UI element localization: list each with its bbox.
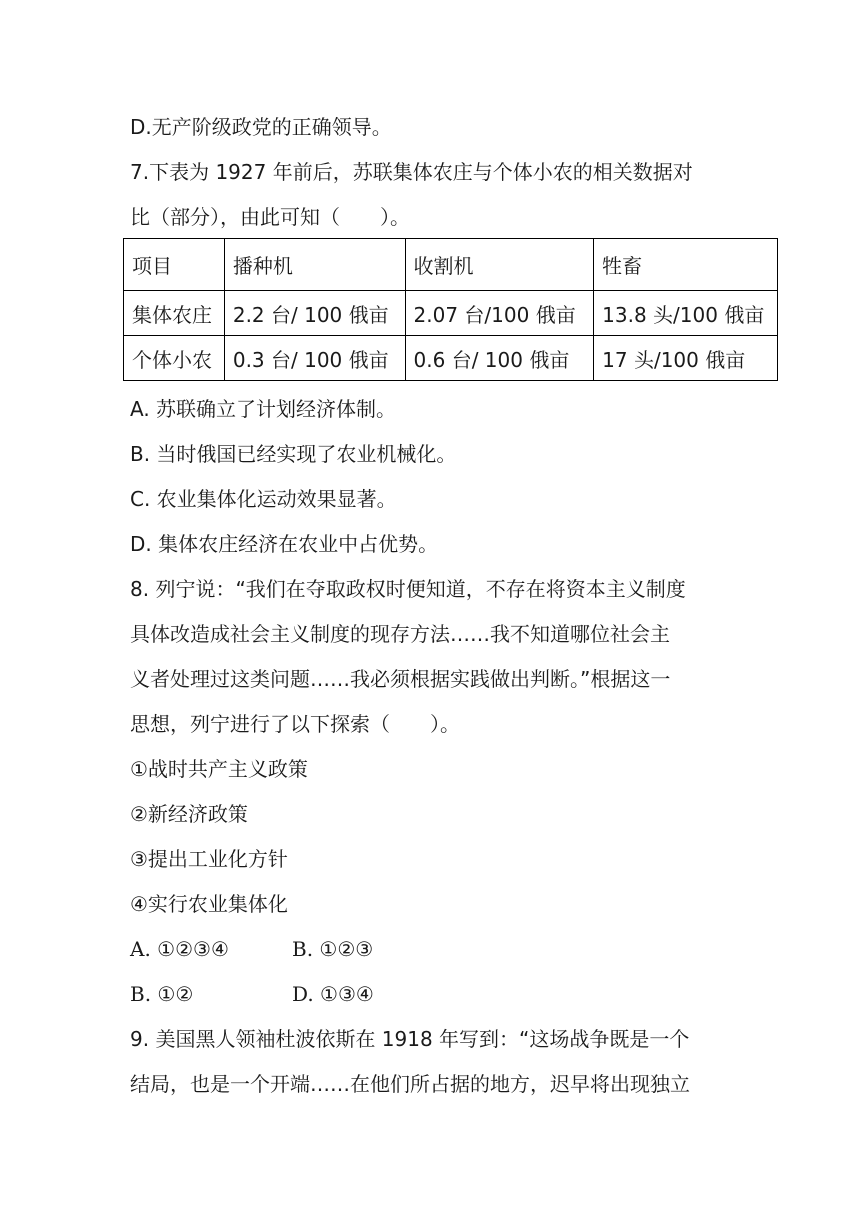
table-header-cell: 收割机 [405,239,594,291]
q8-option-c: B. ①② [130,982,194,1006]
q7-option-d: D. 集体农庄经济在农业中占优势。 [130,532,439,556]
q7-option-b: B. 当时俄国已经实现了农业机械化。 [130,442,457,466]
q9-stem-line-1: 9. 美国黑人领袖杜波依斯在 1918 年写到：“这场战争既是一个 [130,1027,690,1051]
table-cell: 0.3 台/ 100 俄亩 [224,336,405,381]
table-row [124,336,778,381]
q8-option-a: A. ①②③④ [130,937,229,961]
q8-item-1: ①战时共产主义政策 [130,757,308,781]
q8-option-d: D. ①③④ [292,982,374,1006]
q8-stem-line-1: 8. 列宁说：“我们在夺取政权时便知道，不存在将资本主义制度 [130,577,686,601]
q6-option-d: D.无产阶级政党的正确领导。 [130,115,392,139]
q8-stem-line-4: 思想，列宁进行了以下探索（ ）。 [130,712,460,736]
table-cell: 2.2 台/ 100 俄亩 [224,291,405,336]
q7-option-a: A. 苏联确立了计划经济体制。 [130,397,397,421]
q8-option-b: B. ①②③ [292,937,374,961]
q9-stem-line-2: 结局，也是一个开端……在他们所占据的地方，迟早将出现独立 [130,1072,690,1096]
table-cell: 2.07 台/100 俄亩 [405,291,594,336]
table-cell: 17 头/100 俄亩 [594,336,778,381]
table-row [124,291,778,336]
q8-item-4: ④实行农业集体化 [130,892,288,916]
q7-option-c: C. 农业集体化运动效果显著。 [130,487,397,511]
q7-stem-line-1: 7.下表为 1927 年前后，苏联集体农庄与个体小农的相关数据对 [130,160,693,184]
table-cell: 个体小农 [124,336,225,381]
q7-data-table [123,238,778,381]
q8-stem-line-2: 具体改造成社会主义制度的现存方法……我不知道哪位社会主 [130,622,670,646]
table-header-row [124,239,778,291]
table-header-cell: 项目 [124,239,225,291]
q8-stem-line-3: 义者处理过这类问题……我必须根据实践做出判断。”根据这一 [130,667,671,691]
table-header-cell: 牲畜 [594,239,778,291]
q7-stem-line-2: 比（部分），由此可知（ ）。 [130,205,410,229]
table-cell: 集体农庄 [124,291,225,336]
q8-item-2: ②新经济政策 [130,802,248,826]
table-header-cell: 播种机 [224,239,405,291]
table-cell: 13.8 头/100 俄亩 [594,291,778,336]
table-cell: 0.6 台/ 100 俄亩 [405,336,594,381]
q8-item-3: ③提出工业化方针 [130,847,288,871]
